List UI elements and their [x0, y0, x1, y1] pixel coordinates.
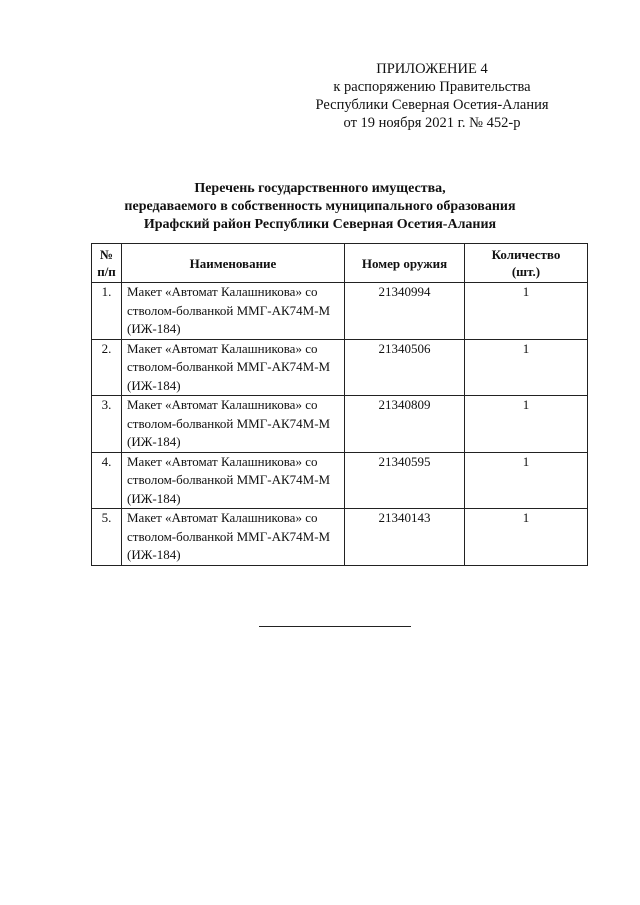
row-name: Макет «Автомат Калашникова» со стволом-болванкой ММГ-АК74М-М (ИЖ-184): [122, 452, 345, 509]
row-name: Макет «Автомат Калашникова» со стволом-болванкой ММГ-АК74М-М (ИЖ-184): [122, 509, 345, 566]
table-row: [92, 452, 588, 509]
header-num: № п/п: [92, 244, 122, 283]
appendix-line-4: от 19 ноября 2021 г. № 452-р: [343, 115, 521, 131]
row-num: 4.: [92, 452, 122, 509]
row-num: 5.: [92, 509, 122, 566]
header-quantity: Количество (шт.): [465, 244, 588, 283]
row-weapon-number: 21340809: [345, 396, 465, 453]
document-title: [40, 180, 600, 234]
table-row: [92, 509, 588, 566]
title-line-3: Ирафский район Республики Северная Осетия-Алания: [143, 217, 497, 232]
appendix-line-2: к распоряжению Правительства: [333, 79, 531, 95]
appendix-line-1: ПРИЛОЖЕНИЕ 4: [376, 61, 488, 77]
table-row: [92, 396, 588, 453]
appendix-header: [282, 60, 582, 132]
closing-divider-line: [259, 626, 411, 627]
row-quantity: 1: [465, 339, 588, 396]
row-quantity: 1: [465, 452, 588, 509]
row-num: 2.: [92, 339, 122, 396]
row-weapon-number: 21340994: [345, 283, 465, 340]
header-name: Наименование: [122, 244, 345, 283]
row-weapon-number: 21340595: [345, 452, 465, 509]
header-weapon-number: Номер оружия: [345, 244, 465, 283]
property-table: [91, 243, 588, 566]
title-line-2: передаваемого в собственность муниципального образования: [124, 199, 516, 214]
table-row: [92, 339, 588, 396]
table-body: [92, 283, 588, 566]
row-num: 1.: [92, 283, 122, 340]
row-name: Макет «Автомат Калашникова» со стволом-болванкой ММГ-АК74М-М (ИЖ-184): [122, 396, 345, 453]
appendix-line-3: Республики Северная Осетия-Алания: [315, 97, 549, 113]
row-weapon-number: 21340143: [345, 509, 465, 566]
table-header-row: [92, 244, 588, 283]
title-line-1: Перечень государственного имущества,: [194, 181, 446, 196]
table-row: [92, 283, 588, 340]
row-num: 3.: [92, 396, 122, 453]
row-name: Макет «Автомат Калашникова» со стволом-болванкой ММГ-АК74М-М (ИЖ-184): [122, 339, 345, 396]
row-name: Макет «Автомат Калашникова» со стволом-болванкой ММГ-АК74М-М (ИЖ-184): [122, 283, 345, 340]
row-quantity: 1: [465, 283, 588, 340]
row-weapon-number: 21340506: [345, 339, 465, 396]
row-quantity: 1: [465, 396, 588, 453]
row-quantity: 1: [465, 509, 588, 566]
